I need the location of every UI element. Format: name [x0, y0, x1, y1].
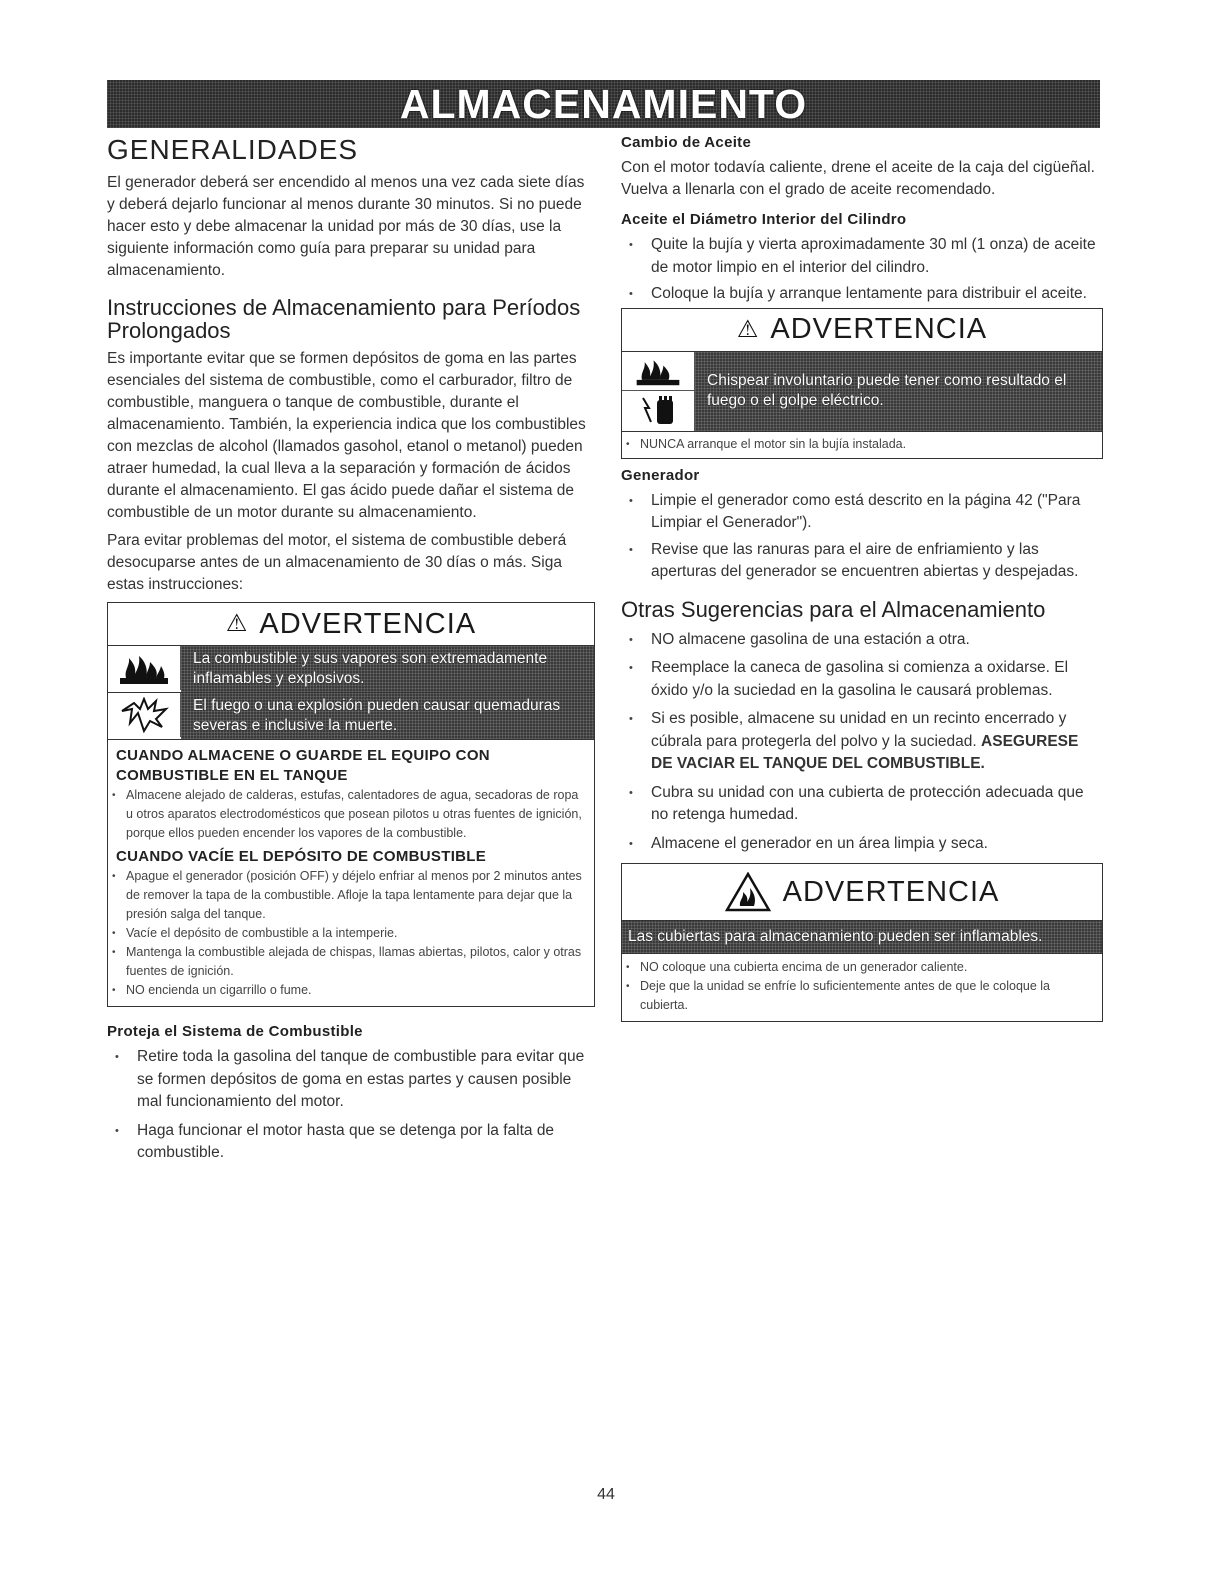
hazard-row-spark [622, 351, 1102, 431]
cambio-aceite-text: Con el motor todavía caliente, drene el aceite de la caja del cigüeñal. Vuelva a llenarla con el grado de aceite recomendado. [621, 159, 1095, 198]
warning-title: ADVERTENCIA [259, 607, 477, 640]
hazard-row-cover [622, 920, 1102, 953]
list-item: • Coloque la bujía y arranque lentamente para distribuir el aceite. [621, 283, 1103, 306]
instrucciones-paragraph-1: Es importante evitar que se formen depósitos de goma en las partes esenciales del sistema de combustible, como el carburador, filtro de combustible, manguera o tanque de combustible, durante el almacenamiento. También, la experiencia indica que los combustibles con mezclas de alcohol (llamados gasohol, etanol o metanol) pueden atraer humedad, la cual lleva a la separación y formación de ácidos durante el almacenamiento. El gas ácido puede dañar el sistema de combustible de un motor durante su almacenamiento. [107, 350, 586, 521]
list-item: • Quite la bujía y vierta aproximadamente 30 ml (1 onza) de aceite de motor limpio en el interior del cilindro. [621, 234, 1103, 279]
hazard-text-flammable: La combustible y sus vapores son extremadamente inflamables y explosivos. [181, 646, 594, 692]
warning-title: ADVERTENCIA [770, 313, 988, 345]
hazard-text-explosion: El fuego o una explosión pueden causar quemaduras severas e inclusive la muerte. [181, 693, 594, 739]
hazard-text-spark: Chispear involuntario puede tener como resultado el fuego o el golpe eléctrico. [695, 352, 1102, 431]
otras-sugerencias-heading: Otras Sugerencias para el Almacenamiento [621, 596, 1046, 622]
list-item: • NO almacene gasolina de una estación a otra. [621, 629, 1103, 652]
fire-warning-triangle-icon [725, 872, 771, 912]
aceite-cilindro-heading: Aceite el Diámetro Interior del Cilindro [621, 211, 907, 228]
instrucciones-paragraph-2: Para evitar problemas del motor, el sistema de combustible deberá desocuparse antes de un almacenamiento de 30 días o más. Siga estas instrucciones: [107, 532, 567, 593]
warning-triangle-icon: ⚠ [225, 610, 248, 637]
section-banner [107, 80, 1100, 128]
list-item [621, 708, 1103, 776]
proteja-list [107, 1046, 595, 1165]
empty-tank-precautions-list [108, 867, 588, 1000]
generador-list [621, 490, 1103, 584]
otras-sugerencias-list [621, 629, 1103, 856]
cambio-aceite-heading: Cambio de Aceite [621, 134, 752, 151]
right-column [621, 130, 1103, 1022]
list-item: • Haga funcionar el motor hasta que se detenga por la falta de combustible. [107, 1120, 595, 1165]
warning-triangle-icon: ⚠ [736, 315, 759, 343]
list-item: • Cubra su unidad con una cubierta de protección adecuada que no retenga humedad. [621, 782, 1103, 827]
fire-icon [622, 352, 694, 390]
warning-subheading-storage: CUANDO ALMACENE O GUARDE EL EQUIPO CON COMBUSTIBLE EN EL TANQUE [116, 747, 490, 784]
explosion-icon [108, 693, 181, 737]
hazard-row-explosion [108, 692, 594, 739]
list-item: • Reemplace la caneca de gasolina si comienza a oxidarse. El óxido y/o la suciedad en la gasolina le causará problemas. [621, 657, 1103, 702]
warning-header [108, 603, 594, 645]
warning-header [622, 309, 1102, 351]
list-item: • Almacene alejado de calderas, estufas, calentadores de agua, secadoras de ropa u otros aparatos electrodomésticos que posean pilotos u otras fuentes de ignición, porque ellos pueden encender los vapores de la combustible. [108, 786, 588, 843]
list-item: • Vacíe el depósito de combustible a la intemperie. [108, 924, 588, 943]
spark-warning-box [621, 308, 1103, 459]
list-item: • NUNCA arranque el motor sin la bujía instalada. [622, 435, 1096, 454]
spark-precautions-list [622, 435, 1096, 454]
warning-subheading-empty-tank: CUANDO VACÍE EL DEPÓSITO DE COMBUSTIBLE [116, 848, 487, 865]
list-item-emphasis: ASEGURESE DE VACIAR EL TANQUE DEL COMBUSTIBLE. [651, 732, 1079, 772]
list-item: • Deje que la unidad se enfríe lo suficientemente antes de que le coloque la cubierta. [622, 977, 1096, 1015]
list-item: • NO encienda un cigarrillo o fume. [108, 981, 588, 1000]
list-item: • Retire toda la gasolina del tanque de combustible para evitar que se formen depósitos de goma en estas partes y causen posible mal funcionamiento del motor. [107, 1046, 595, 1114]
aceite-cilindro-list [621, 234, 1103, 306]
fuel-warning-box [107, 602, 595, 1007]
warning-title: ADVERTENCIA [782, 875, 1000, 908]
fire-icon [108, 646, 181, 690]
electric-shock-icon [622, 390, 694, 431]
warning-header [622, 864, 1102, 920]
banner-title: ALMACENAMIENTO [399, 81, 808, 127]
list-item: • Apague el generador (posición OFF) y déjelo enfriar al menos por 2 minutos antes de remover la tapa de la combustible. Afloje la tapa lentamente para dejar que la presión salga del tanque. [108, 867, 588, 924]
list-item: • Limpie el generador como está descrito en la página 42 ("Para Limpiar el Generador"). [621, 490, 1103, 535]
list-item: • Revise que las ranuras para el aire de enfriamiento y las aperturas del generador se encuentren abiertas y despejadas. [621, 539, 1103, 584]
storage-precautions-list [108, 786, 588, 843]
page-number: 44 [597, 1486, 615, 1503]
cover-warning-box [621, 863, 1103, 1022]
cover-precautions-list [622, 958, 1096, 1015]
hazard-text-cover: Las cubiertas para almacenamiento pueden ser inflamables. [622, 921, 1102, 953]
generalidades-heading: GENERALIDADES [107, 134, 359, 165]
left-column [107, 130, 595, 1165]
list-item: • Almacene el generador en un área limpia y seca. [621, 833, 1103, 856]
instrucciones-heading: Instrucciones de Almacenamiento para Períodos Prolongados [107, 295, 581, 343]
proteja-heading: Proteja el Sistema de Combustible [107, 1023, 363, 1040]
generalidades-text: El generador deberá ser encendido al menos una vez cada siete días y deberá dejarlo funcionar al menos durante 30 minutos. Si no puede hacer esto y debe almacenar la unidad por más de 30 días, use la siguiente información como guía para preparar su unidad para almacenamiento. [107, 174, 585, 279]
generador-heading: Generador [621, 466, 700, 484]
list-item-text: Si es posible, almacene su unidad en un recinto encerrado y cúbrala para protegerla del polvo y la suciedad. [651, 710, 1067, 750]
list-item: • Mantenga la combustible alejada de chispas, llamas abiertas, pilotos, calor y otras fuentes de ignición. [108, 943, 588, 981]
list-item: • NO coloque una cubierta encima de un generador caliente. [622, 958, 1096, 977]
hazard-row-flammable [108, 645, 594, 692]
